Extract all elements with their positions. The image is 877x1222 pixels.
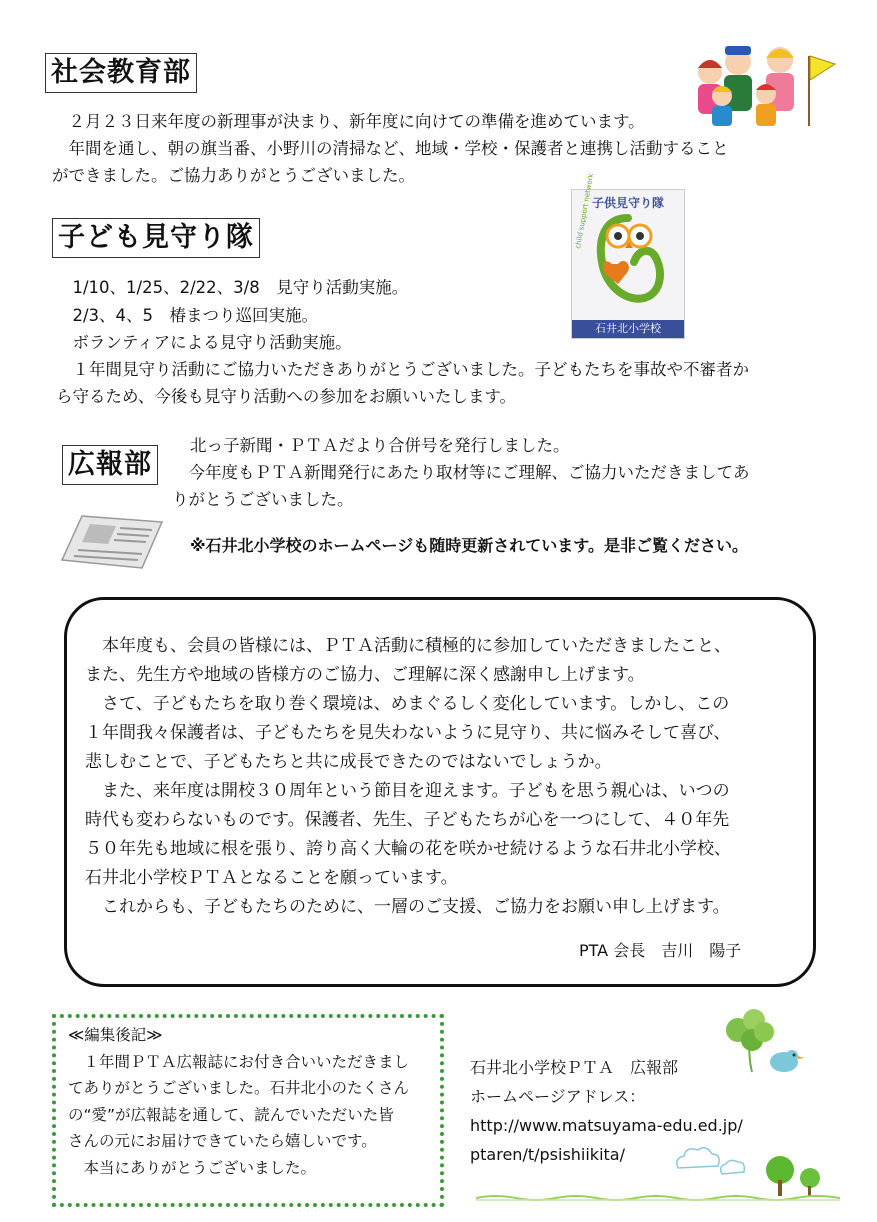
section3-line-1: 北っ子新聞・ＰＴＡだより合併号を発行しました。 (190, 436, 570, 455)
section-title-pr: 広報部 (62, 445, 158, 485)
cloud-icon (672, 1144, 752, 1178)
homepage-url-line-2[interactable]: ptaren/t/psishiikita/ (470, 1145, 625, 1164)
section3-line-3: りがとうございました。 (172, 490, 354, 509)
section2-line-1: 1/10、1/25、2/22、3/8 見守り活動実施。 (56, 278, 409, 297)
editor-note-line-2: てありがとうございました。石井北小のたくさん (68, 1079, 410, 1097)
editor-note-box (52, 1014, 444, 1207)
homepage-notice: ※石井北小学校のホームページも随時更新されています。是非ご覧ください。 (190, 536, 748, 555)
badge-side-text: child support network (574, 172, 596, 250)
family-illustration (680, 38, 840, 130)
section2-line-3: ボランティアによる見守り活動実施。 (56, 333, 352, 352)
badge-footer: 石井北小学校 (572, 320, 684, 338)
child-watch-badge (571, 172, 685, 339)
newspaper-icon (60, 512, 165, 572)
section1-line-2: 年間を通し、朝の旗当番、小野川の清掃など、地域・学校・保護者と連携し活動すること (52, 139, 729, 158)
message-line-5: 悲しむことで、子どもたちと共に成長できたのではないでしょうか。 (85, 752, 612, 772)
editor-note-title: ≪編集後記≫ (68, 1026, 163, 1044)
section1-line-3: ができました。ご協力ありがとうございました。 (52, 166, 415, 185)
message-line-1: 本年度も、会員の皆様には、ＰＴＡ活動に積極的に参加していただきましたこと、 (85, 636, 731, 656)
editor-note-line-1: １年間ＰＴＡ広報誌にお付き合いいただきまし (68, 1053, 410, 1071)
section-title-child-watch: 子ども見守り隊 (52, 218, 260, 258)
message-line-6: また、来年度は開校３０周年という節目を迎えます。子どもを思う親心は、いつの (85, 781, 730, 801)
message-line-2: また、先生方や地域の皆様方のご協力、ご理解に深く感謝申し上げます。 (85, 665, 645, 685)
contact-line-1: 石井北小学校ＰＴＡ 広報部 (470, 1058, 679, 1077)
message-signature: PTA 会長 吉川 陽子 (579, 941, 742, 960)
section3-line-2: 今年度もＰＴＡ新聞発行にあたり取材等にご理解、ご協力いただきましてあ (172, 463, 750, 482)
president-message-box (64, 597, 816, 987)
owl-icon (584, 210, 672, 310)
message-line-4: １年間我々保護者は、子どもたちを見失わないように見守り、共に悩みそして喜び、 (85, 723, 731, 743)
clover-bird-icon (722, 1008, 808, 1080)
grass-divider (476, 1192, 840, 1202)
message-line-8: ５０年先も地域に根を張り、誇り高く大輪の花を咲かせ続けるような石井北小学校、 (85, 839, 731, 859)
message-line-9: 石井北小学校ＰＴＡとなることを願っています。 (85, 868, 458, 888)
badge-title: 子供見守り隊 (591, 196, 664, 210)
section1-line-1: ２月２３日来年度の新理事が決まり、新年度に向けての準備を進めています。 (52, 112, 645, 131)
homepage-url-line-1[interactable]: http://www.matsuyama-edu.ed.jp/ (470, 1116, 743, 1135)
message-line-10: これからも、子どもたちのために、一層のご支援、ご協力をお願い申し上げます。 (85, 897, 730, 917)
editor-note-line-5: 本当にありがとうございました。 (68, 1159, 317, 1177)
editor-note-line-4: さんの元にお届けできていたら嬉しいです。 (68, 1132, 377, 1150)
message-line-3: さて、子どもたちを取り巻く環境は、めまぐるしく変化しています。しかし、この (85, 694, 730, 714)
section-title-social-education: 社会教育部 (45, 53, 197, 93)
message-line-7: 時代も変わらないものです。保護者、先生、子どもたちが心を一つにして、４０年先 (85, 810, 730, 830)
section2-line-5: ら守るため、今後も見守り活動への参加をお願いいたします。 (56, 387, 517, 406)
section2-line-4: １年間見守り活動にご協力いただきありがとうございました。子どもたちを事故や不審者か (56, 360, 749, 379)
contact-line-2: ホームページアドレス： (470, 1087, 646, 1106)
section2-line-2: 2/3、4、5 椿まつり巡回実施。 (56, 306, 319, 325)
editor-note-line-3: の“愛”が広報誌を通して、読んでいただいた皆 (68, 1106, 394, 1124)
